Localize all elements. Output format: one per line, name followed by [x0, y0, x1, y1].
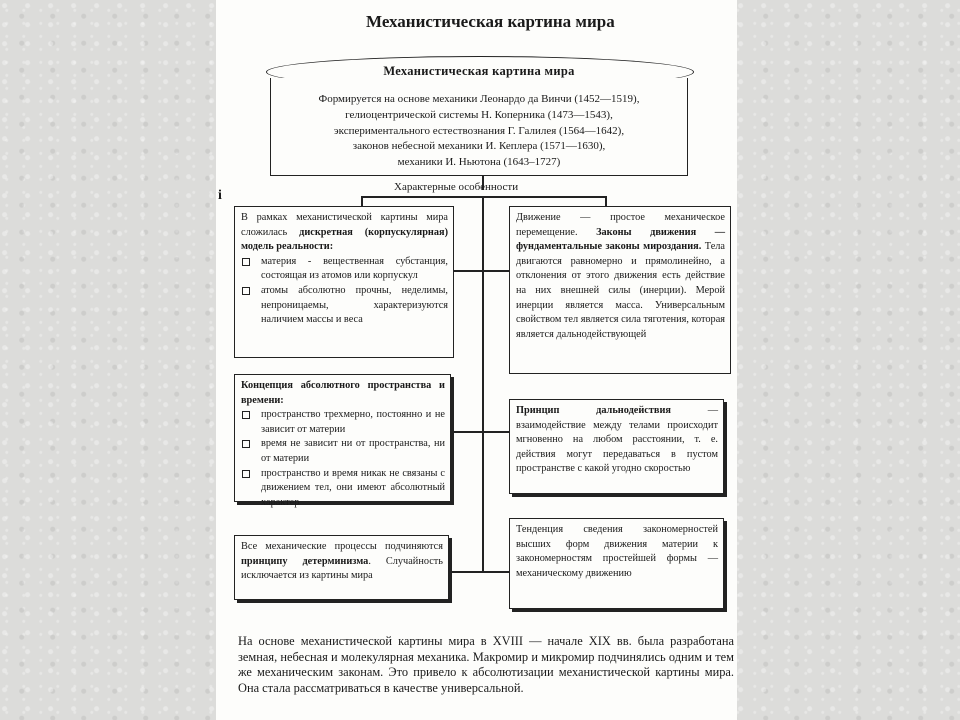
discrete-model-intro [241, 211, 448, 255]
list-item [241, 467, 445, 511]
list-item [241, 437, 445, 466]
absolute-space-time-box [234, 374, 451, 508]
margin-mark: i [218, 188, 222, 203]
document-page [216, 0, 737, 720]
connector-line [452, 571, 513, 573]
header-line: Формируется на основе механики Леонардо да Винчи (1452—1519), [318, 93, 640, 105]
motion-post: Тела двигаются равномерно и прямолинейно, а отклонения от этого движения есть действие на них внешней силы (инерции). Мерой инерции является масса. Универсальным свойством тел является сила тяготения, которая является дальнодействующей [516, 241, 725, 340]
page-title: Механистическая картина мира [366, 12, 615, 31]
intro-bold: дискретная (корпускулярная) модель реальности: [241, 226, 448, 253]
checkbox-bullet-icon [242, 258, 250, 266]
discrete-model-box [234, 206, 454, 358]
determinism-post: . Случайность исключается из картины мира [241, 555, 444, 582]
list-item [241, 255, 448, 284]
checkbox-bullet-icon [242, 440, 250, 448]
list-item-text: пространство трехмерно, постоянно и не зависит от материи [261, 409, 445, 435]
long-range-action-text [516, 404, 718, 477]
absolute-space-time-intro [241, 379, 445, 408]
connector-line [452, 431, 513, 433]
features-label: Характерные особенности [394, 181, 519, 193]
list-item-text: пространство и время никак не связаны с движением тел, они имеют абсолютный характер [261, 467, 445, 508]
motion-bold: Законы движения — фундаментальные законы мироздания. [516, 226, 725, 253]
header-description [276, 92, 682, 171]
intro-text: В рамках механистической картины мира сложилась [241, 212, 448, 238]
checkbox-bullet-icon [242, 287, 250, 295]
bottom-paragraph: На основе механистической картины мира в XVIII — начале XIX вв. была разработана земная, небесная и молекулярная механика. Макромир и микромир подчинялись одним и тем же механическим законам. Это привело к абсолютизации механистической картины мира. Она стала рассматриваться в качестве универсальной. [238, 634, 734, 695]
checkbox-bullet-icon [242, 470, 250, 478]
checkbox-bullet-icon [242, 411, 250, 419]
long-range-bold: Принцип дальнодействия [516, 405, 671, 416]
list-item-text: материя - вещественная субстанция, состоящая из атомов или корпускул [261, 255, 448, 282]
header-line: гелиоцентрической системы Н. Коперника (1473—1543), [345, 108, 613, 121]
list-item [241, 408, 445, 437]
determinism-pre: Все механические процессы подчиняются [241, 541, 443, 552]
header-line: законов небесной механики И. Кеплера (1571—1630), [352, 140, 606, 153]
long-range-action-box [509, 399, 724, 494]
connector-line [452, 270, 513, 272]
reduction-tendency-text: Тенденция сведения закономерностей высших форм движения материи к закономерностям простейшей формы — механическому движению [516, 524, 718, 579]
list-item-text: время не зависит ни от пространства, ни от материи [261, 438, 445, 464]
center-spine [482, 196, 484, 571]
laws-of-motion-box [509, 206, 731, 374]
header-line: экспериментального естествознания Г. Галилея (1564—1642), [333, 124, 625, 137]
long-range-post: — взаимодействие между телами происходит мгновенно на любом расстоянии, т. е. действия могут передаваться в пустом пространстве с какой угодно скоростью [516, 405, 718, 475]
determinism-text [241, 540, 443, 584]
laws-of-motion-text [516, 211, 725, 342]
intro-bold: Концепция абсолютного пространства и времени: [241, 380, 445, 406]
list-item [241, 284, 448, 328]
reduction-tendency-box [509, 518, 724, 609]
list-item-text: атомы абсолютно прочны, неделимы, непроницаемы, характеризуются наличием массы и веса [261, 284, 448, 326]
header-line: механики И. Ньютона (1643–1727) [397, 156, 561, 169]
ellipse-title: Механистическая картина мира [383, 64, 575, 78]
motion-pre: Движение — простое механическое перемещение. [516, 212, 725, 238]
determinism-bold: принципу детерминизма [241, 555, 369, 567]
determinism-box [234, 535, 449, 600]
